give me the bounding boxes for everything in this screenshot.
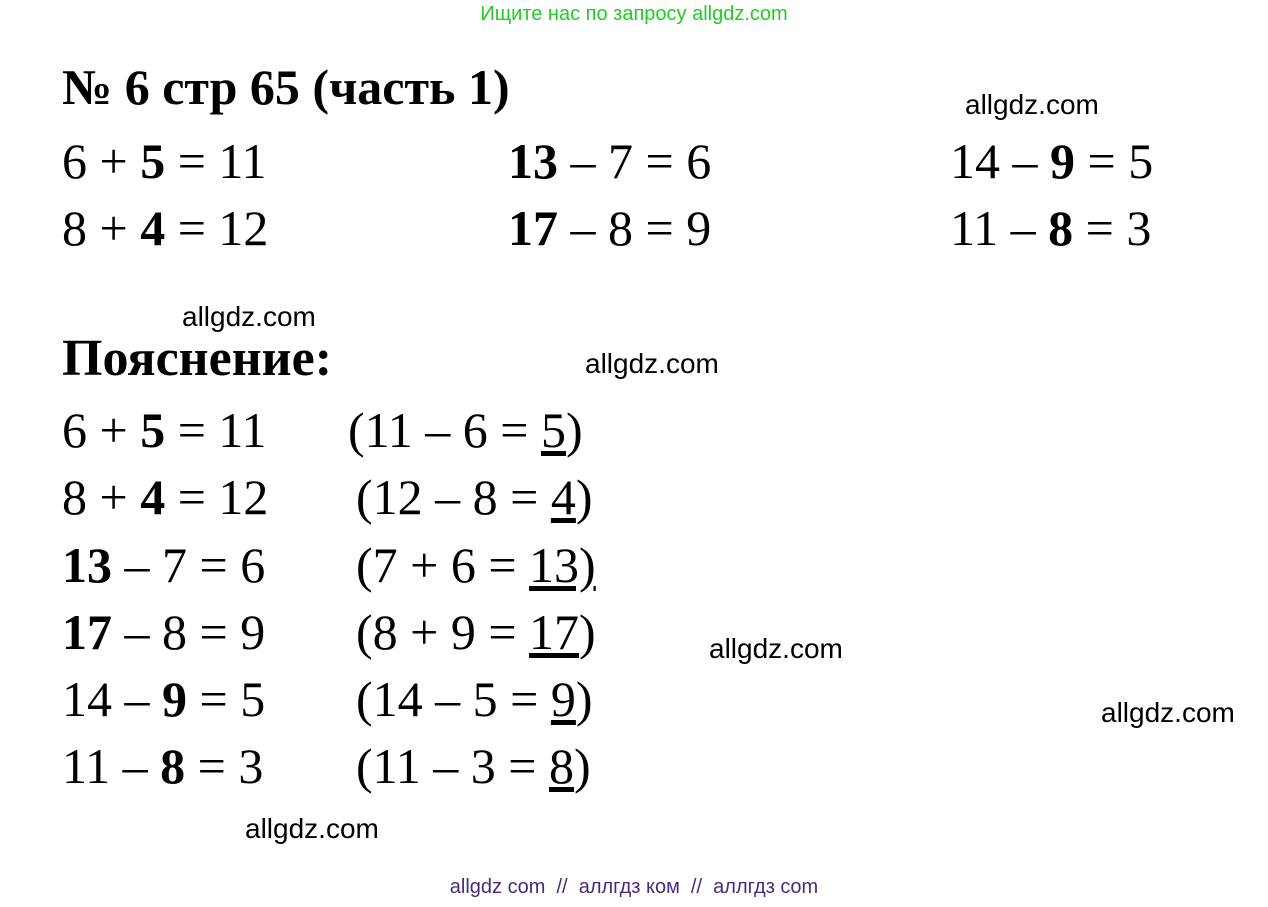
explanation-equation: 14 – 9 = 5 (62, 671, 266, 727)
watermark: allgdz.com (585, 348, 719, 379)
answer-equation: 6 + 5 = 11 (62, 133, 267, 189)
watermark: allgdz.com (709, 633, 843, 664)
explanation-equation: 8 + 4 = 12 (62, 469, 269, 525)
explanation-check: (11 – 3 = 8) (356, 738, 591, 794)
explanation-check: (8 + 9 = 17) (356, 604, 596, 660)
explanation-check: (7 + 6 = 13) (356, 537, 596, 593)
answer-equation: 14 – 9 = 5 (950, 133, 1154, 189)
top-banner: Ищите нас по запросу allgdz.com (480, 3, 788, 25)
explanation-equation: 6 + 5 = 11 (62, 402, 267, 458)
answer-equation: 11 – 8 = 3 (950, 200, 1152, 256)
answer-equation: 8 + 4 = 12 (62, 200, 269, 256)
explanation-heading: Пояснение: (62, 330, 333, 387)
watermark: allgdz.com (182, 301, 316, 332)
answer-equation: 17 – 8 = 9 (508, 200, 712, 256)
explanation-equation: 13 – 7 = 6 (62, 537, 266, 593)
explanation-equation: 11 – 8 = 3 (62, 738, 264, 794)
footer-links: allgdz com // аллгдз ком // аллгдз com (449, 876, 819, 898)
page-title: № 6 стр 65 (часть 1) (62, 59, 510, 115)
explanation-check: (14 – 5 = 9) (356, 671, 593, 727)
watermark: allgdz.com (965, 89, 1099, 120)
explanation-equation: 17 – 8 = 9 (62, 604, 266, 660)
watermark: allgdz.com (245, 813, 379, 844)
explanation-check: (11 – 6 = 5) (348, 402, 583, 458)
answer-equation: 13 – 7 = 6 (508, 133, 712, 189)
watermark: allgdz.com (1101, 697, 1235, 728)
explanation-check: (12 – 8 = 4) (356, 469, 593, 525)
